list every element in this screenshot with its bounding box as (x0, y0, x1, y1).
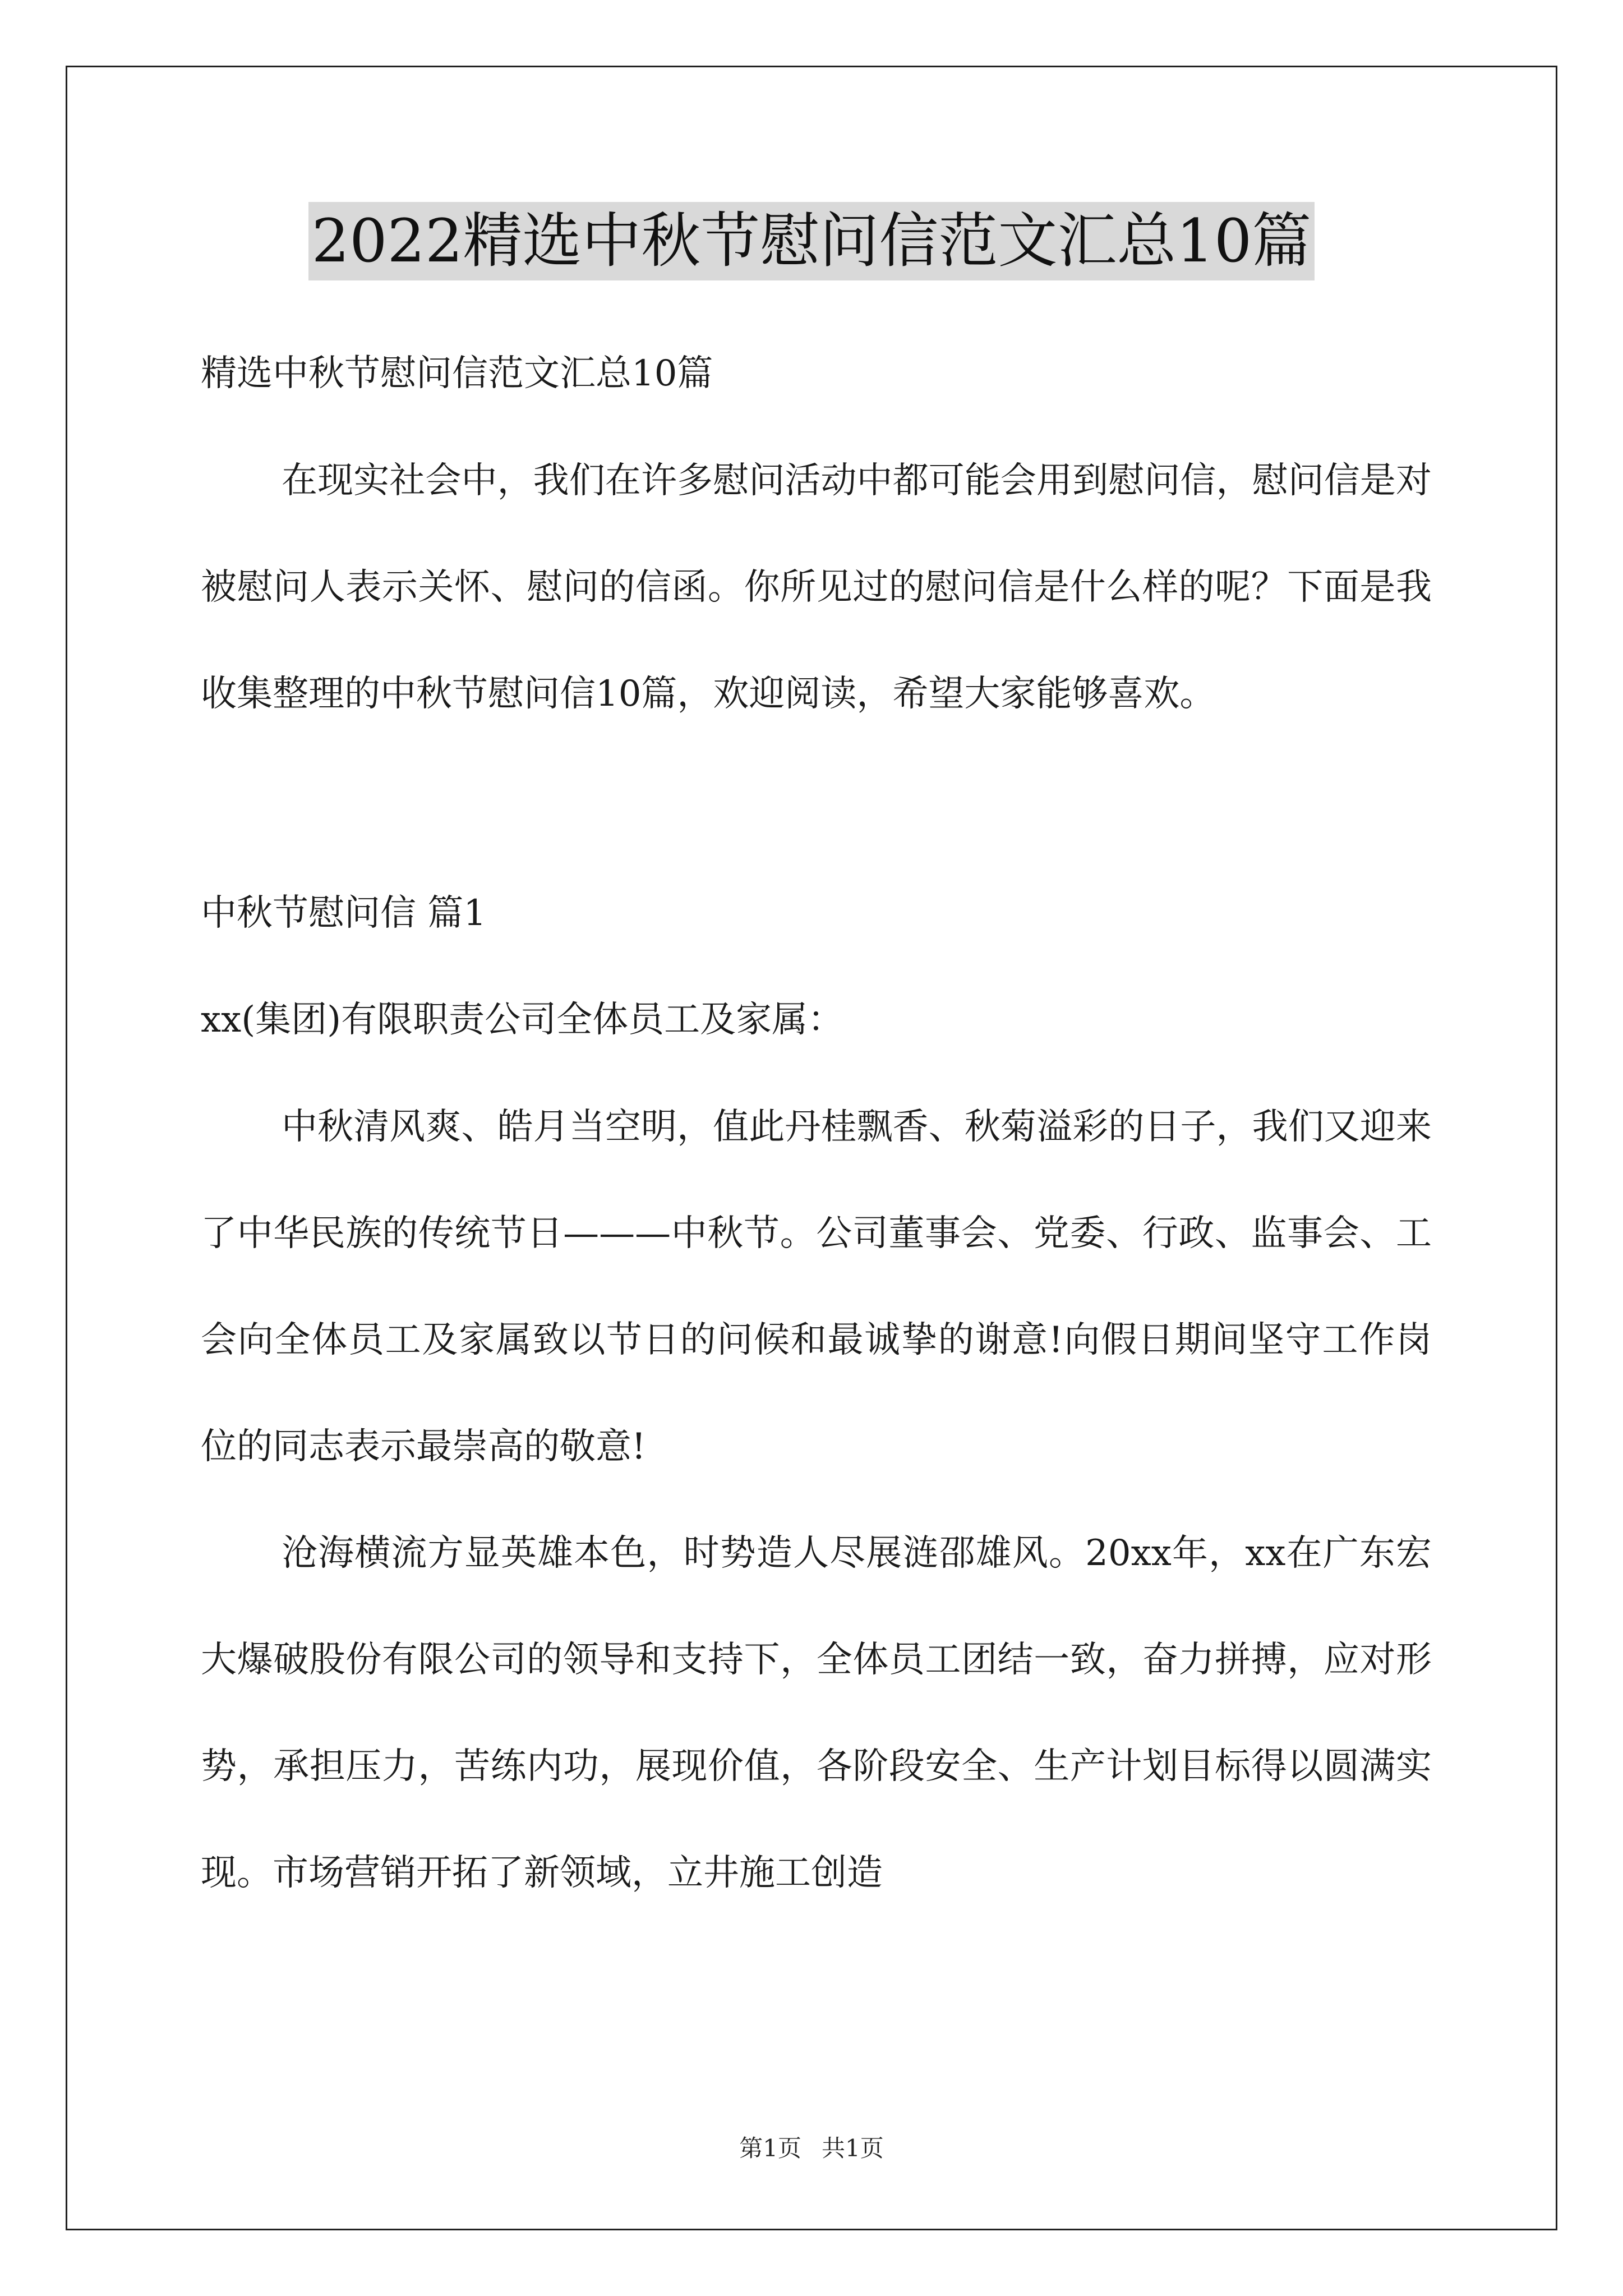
section-heading: 中秋节慰问信 篇1 (201, 892, 487, 934)
page-number: 第1页 (739, 2134, 801, 2162)
page-total: 共1页 (822, 2134, 884, 2162)
body-paragraph-2: 沧海横流方显英雄本色，时势造人尽展涟邵雄风。20xx年，xx在广东宏大爆破股份有限公司的领导和支持下，全体员工团结一致，奋力拼搏，应对形势，承担压力，苦练内功，展现价值，各阶段安全、生产计划目标得以圆满实现。市场营销开拓了新领域，立井施工创造 (201, 1533, 1432, 1894)
title-container (0, 202, 1623, 280)
intro-paragraph: 在现实社会中，我们在许多慰问活动中都可能会用到慰问信，慰问信是对被慰问人表示关怀、慰问的信函。你所见过的慰问信是什么样的呢？下面是我收集整理的中秋节慰问信10篇，欢迎阅读，希望大家能够喜欢。 (201, 460, 1432, 715)
body-paragraph-1: 中秋清风爽、皓月当空明，值此丹桂飘香、秋菊溢彩的日子，我们又迎来了中华民族的传统节日———中秋节。公司董事会、党委、行政、监事会、工会向全体员工及家属致以节日的问候和最诚挚的谢意!向假日期间坚守工作岗位的同志表示最崇高的敬意! (201, 1106, 1432, 1467)
page-footer (0, 2133, 1623, 2164)
salutation: xx(集团)有限职责公司全体员工及家属： (201, 999, 844, 1041)
document-subtitle: 精选中秋节慰问信范文汇总10篇 (201, 353, 713, 394)
document-title: 2022精选中秋节慰问信范文汇总10篇 (308, 202, 1315, 280)
document-body (201, 331, 1432, 1926)
